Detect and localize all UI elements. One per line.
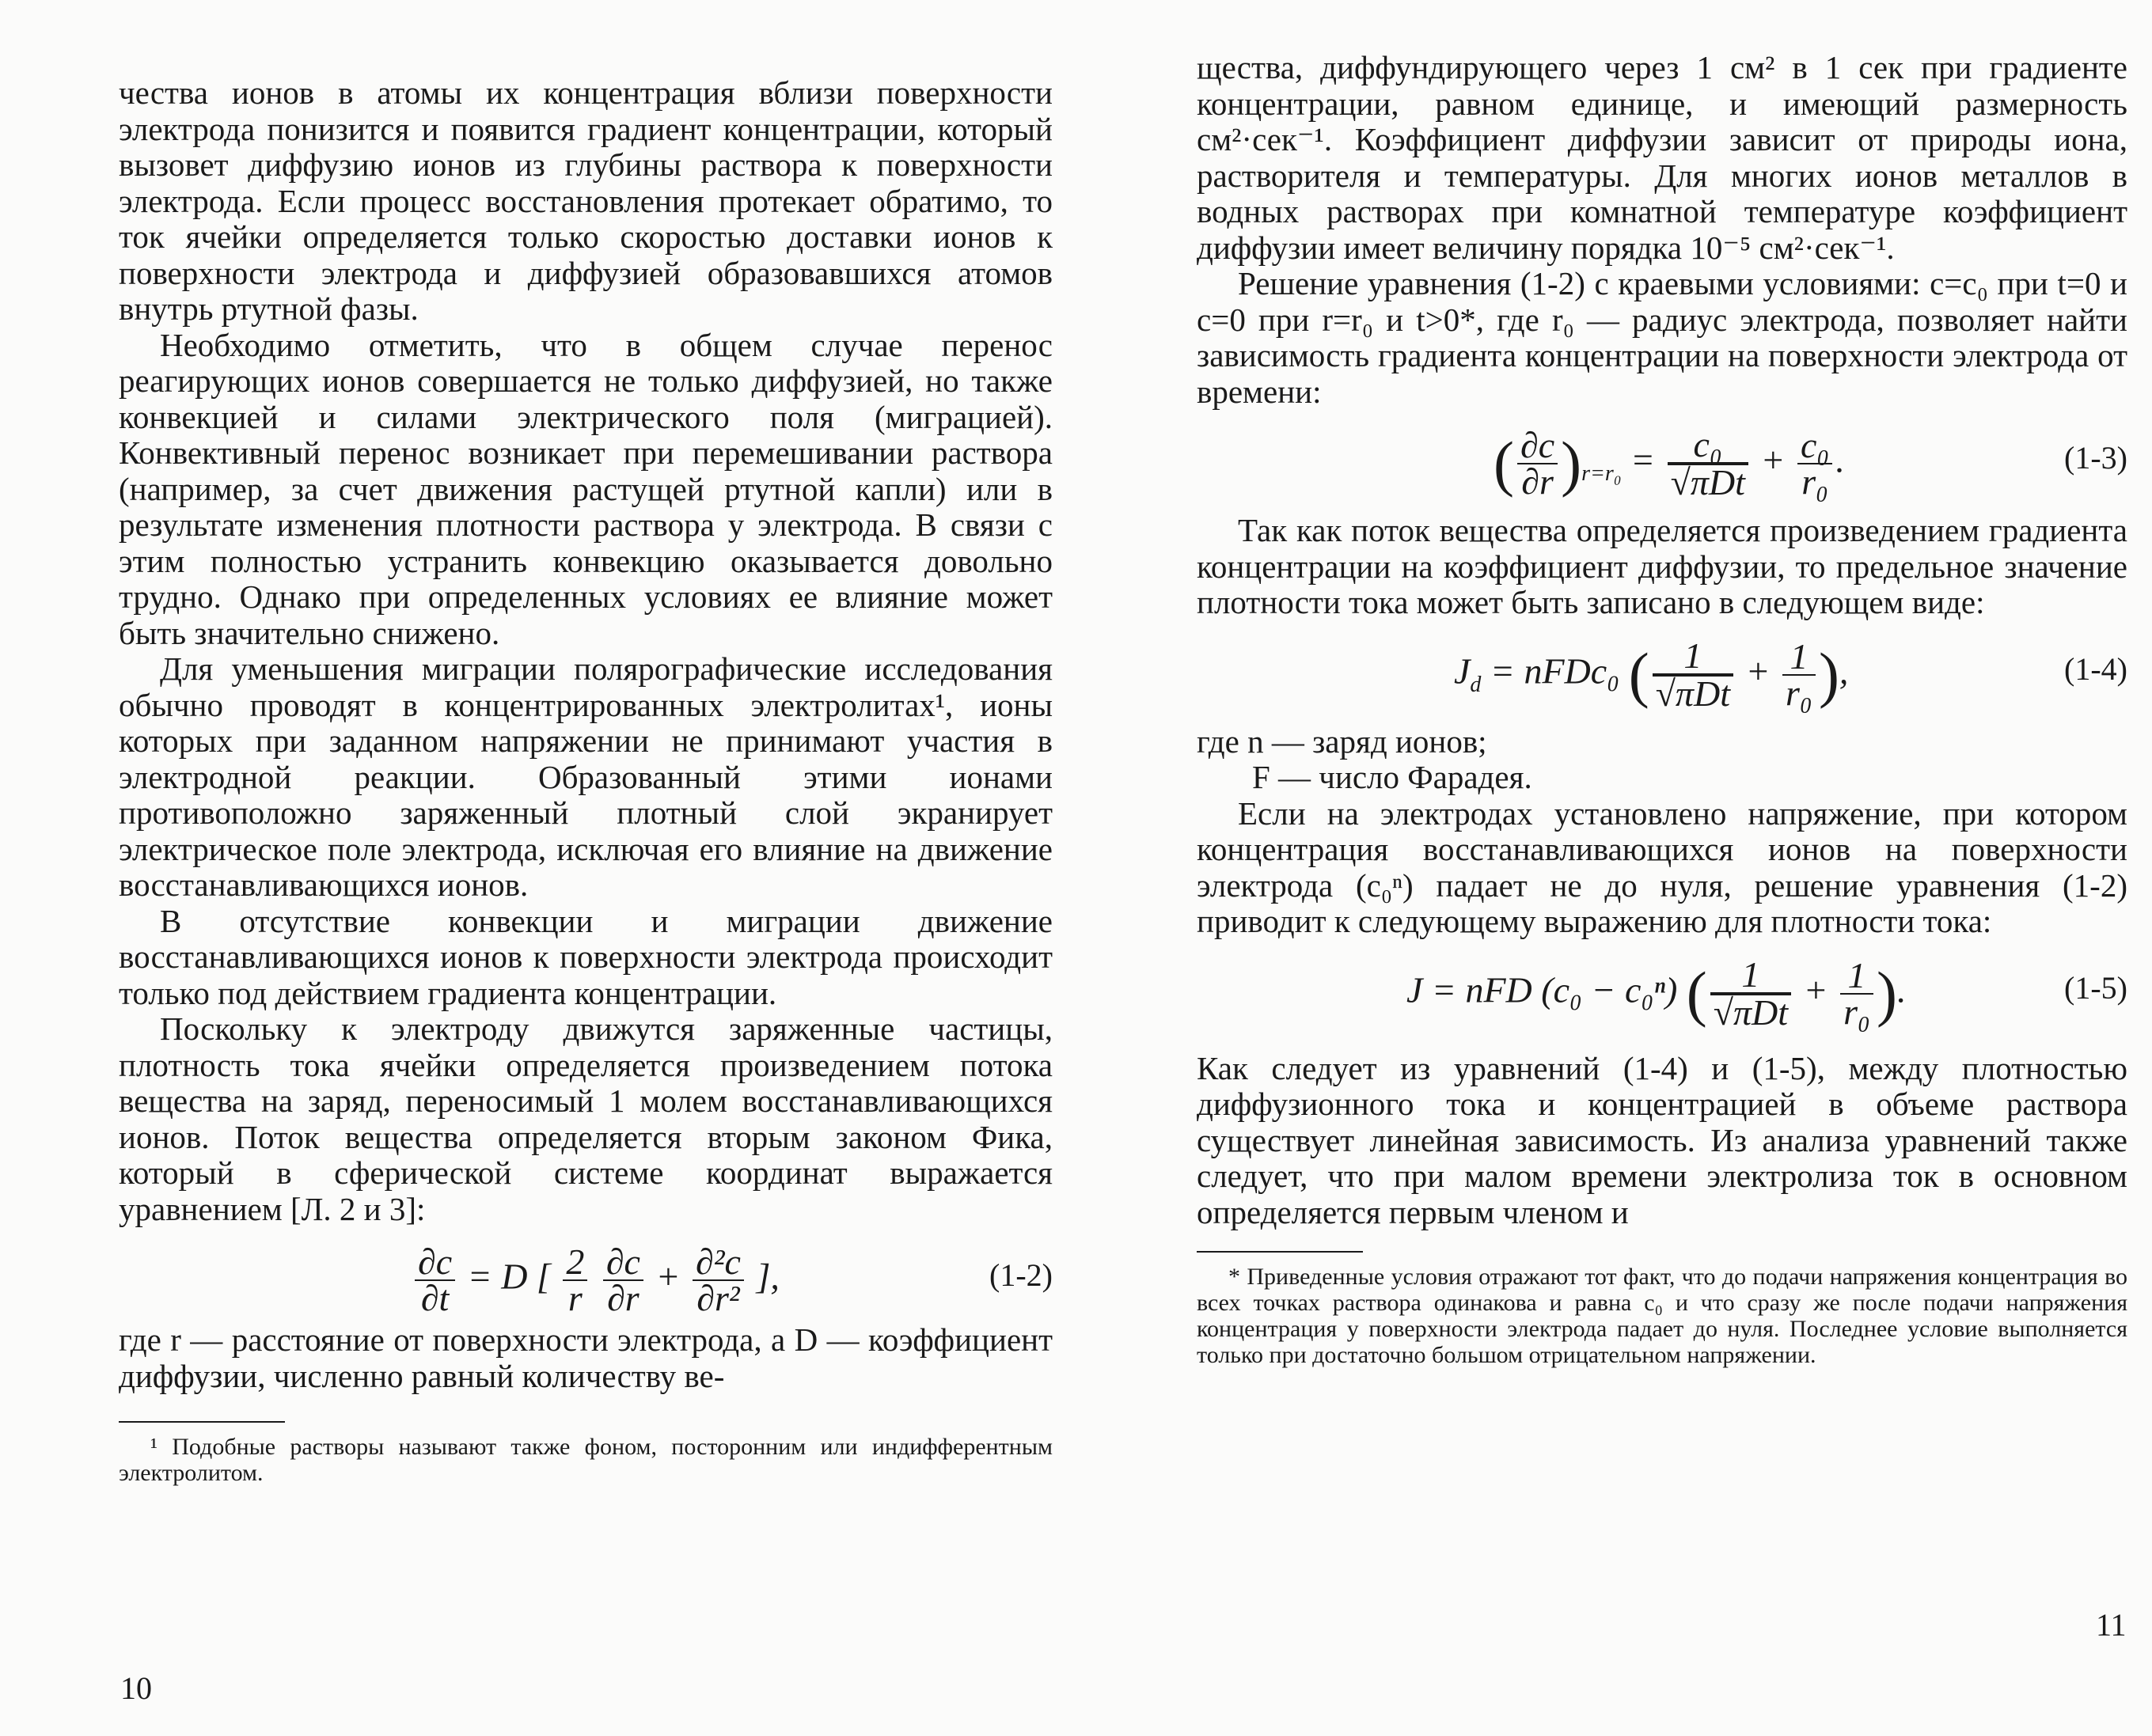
eq-1-2-f2-den: ∂r (607, 1278, 640, 1318)
eq-1-5-f2-num: 1 (1840, 958, 1873, 995)
equation-1-3-number: (1-3) (2064, 440, 2127, 476)
eq-1-2-mid: = D [ (467, 1256, 551, 1297)
eq-1-3-f1-num: c₀ (1668, 427, 1748, 464)
left-page-number: 10 (120, 1670, 152, 1706)
left-footnote: ¹ Подобные растворы называют также фоном, посторонним или индифферентным электролитом. (119, 1434, 1053, 1486)
eq-1-2-lhs-num: ∂c (415, 1245, 455, 1281)
right-paragraph-1: щества, диффундирующего через 1 см² в 1 сек при градиенте концентрации, равном единице, и имеющий размерность см²·сек⁻¹. Коэффициент диффузии зависит от природы иона, растворителя и температуры. Для многих ионов металлов в водных растворах при комнатной температуре коэффициент диффузии имеет величину порядка 10⁻⁵ см²·сек⁻¹. (1197, 49, 2127, 266)
eq-1-3-f1-den: √πDt (1668, 464, 1748, 500)
left-page-column (119, 75, 1053, 1486)
left-footnote-rule (119, 1421, 285, 1423)
eq-1-4-mid: = nFDc₀ (1490, 650, 1620, 692)
eq-1-5-end: . (1896, 969, 1907, 1010)
equation-1-2-number: (1-2) (989, 1257, 1053, 1293)
right-paragraph-3: Так как поток вещества определяется произведением градиента концентрации на коэффициент диффузии, то предельное значение плотности тока может быть записано в следующем виде: (1197, 512, 2127, 620)
eq-1-3-end: . (1835, 439, 1845, 480)
equation-1-4-number: (1-4) (2064, 650, 2127, 687)
right-page-column (1197, 50, 2127, 1368)
eq-1-3-f2-den: r₀ (1801, 461, 1829, 502)
eq-1-3-eq: = (1630, 439, 1656, 480)
right-paragraph-2: Решение уравнения (1-2) с краевыми условиями: c=c₀ при t=0 и c=0 при r=r₀ и t>0*, где r₀ — радиус электрода, позволяет найти зависимость градиента концентрации на поверхности электрода от времени: (1197, 265, 2127, 410)
equation-1-3 (1197, 410, 2127, 513)
equation-1-2 (119, 1227, 1053, 1322)
right-footnote: * Приведенные условия отражают тот факт, что до подачи напряжения концентрация во всех точках раствора одинакова и равна c₀ и что сразу же после подачи напряжения концентрация у поверхности электрода падает до нуля. Последнее условие выполняется только при достаточно большом отрицательном напряжении. (1197, 1264, 2127, 1368)
equation-1-3-body: ( $\frac{\partial c}{\partial r}$ )$_{r=r_0}$ = $\frac{\text{c₀}}{\text{√πDt}}$ + $\frac{\text{c₀}}{\text{r₀}}$ . (1493, 424, 1845, 502)
eq-1-4-f2-den: r₀ (1786, 672, 1812, 713)
eq-1-5-f1-den: √πDt (1710, 994, 1791, 1030)
eq-1-4-lhs: J (1454, 650, 1471, 692)
eq-1-4-f1-den: √πDt (1653, 675, 1733, 711)
eq-1-2-end: ], (756, 1256, 780, 1297)
eq-1-2-f3-num: ∂²c (693, 1245, 744, 1281)
eq-1-2-f1-num: 2 (563, 1245, 587, 1281)
left-paragraph-3: Для уменьшения миграции полярографические исследования обычно проводят в концентрированных электролитах¹, ионы которых при заданном напряжении не принимают участия в электродной реакции. Образованный этими ионами противоположно заряженный плотный слой экранирует электрическое поле электрода, исключая его влияние на движение восстанавливающихся ионов. (119, 650, 1053, 903)
left-paragraph-1: чества ионов в атомы их концентрация вблизи поверхности электрода понизится и появится градиент концентрации, который вызовет диффузию ионов из глубины раствора к поверхности электрода. Если процесс восстановления протекает обратимо, то ток ячейки определяется только скоростью доставки ионов к поверхности электрода и диффузией образовавшихся атомов внутрь ртутной фазы. (119, 74, 1053, 327)
left-paragraph-6: где r — расстояние от поверхности электрода, а D — коэффициент диффузии, численно равный количеству ве- (119, 1321, 1053, 1394)
right-paragraph-5: Как следует из уравнений (1-4) и (1-5), между плотностью диффузионного тока и концентрацией в объеме раствора существует линейная зависимость. Из анализа уравнений также следует, что при малом времени электролиза ток в основном определяется первым членом и (1197, 1049, 2127, 1230)
eq-1-4-f1-num: 1 (1653, 639, 1733, 675)
equation-1-2-body (412, 1241, 780, 1318)
eq-1-5-f2-den: r₀ (1843, 991, 1870, 1032)
equation-1-4 (1197, 621, 2127, 724)
eq-1-2-plus: + (655, 1256, 681, 1297)
left-paragraph-4: В отсутствие конвекции и миграции движение восстанавливающихся ионов к поверхности электрода происходит только под действием градиента концентрации. (119, 902, 1053, 1011)
eq-1-4-plus: + (1745, 650, 1771, 692)
equation-1-4-body: $J_d$ = nFDc₀ ( $\frac{1}{\text{√πDt}}$ + $\frac{1}{\text{r₀}}$ ), (1454, 635, 1849, 714)
eq-1-4-lhs-sub: d (1470, 672, 1482, 697)
eq-1-4-end: , (1839, 650, 1849, 692)
equation-1-5 (1197, 940, 2127, 1051)
eq-1-5-f1-num: 1 (1710, 957, 1791, 994)
eq-1-3-lhs-sub: r=r₀ (1581, 461, 1622, 486)
right-paragraph-4: Если на электродах установлено напряжение, при котором концентрация восстанавливающихся ионов на поверхности электрода (c₀ⁿ) падает не до нуля, решение уравнения (1-2) приводит к следующему выражению для плотности тока: (1197, 794, 2127, 939)
eq-1-2-f2-num: ∂c (603, 1245, 643, 1281)
left-paragraph-5: Поскольку к электроду движутся заряженные частицы, плотность тока ячейки определяется произведением потока вещества на заряд, переносимый 1 молем восстанавливающихся ионов. Поток вещества определяется вторым законом Фика, который в сферической системе координат выражается уравнением [Л. 2 и 3]: (119, 1010, 1053, 1227)
eq-1-5-plus: + (1803, 969, 1828, 1010)
eq-1-3-lhs-den: ∂r (1521, 461, 1554, 502)
where-n: где n — заряд ионов; (1197, 722, 1487, 760)
eq-1-3-plus: + (1760, 439, 1786, 480)
left-paragraph-2: Необходимо отметить, что в общем случае перенос реагирующих ионов совершается не только диффузией, но также конвекцией и силами электрического поля (миграцией). Конвективный перенос возникает при перемешивании раствора (например, за счет движения растущей ртутной капли) или в результате изменения плотности раствора у электрода. В связи с этим полностью устранить конвекцию оказывается довольно трудно. Однако при определенных условиях ее влияние может быть значительно снижено. (119, 326, 1053, 651)
equation-1-5-number: (1-5) (2064, 969, 2127, 1006)
eq-1-2-lhs-den: ∂t (420, 1278, 450, 1318)
eq-1-4-f2-num: 1 (1782, 639, 1816, 676)
eq-1-2-f3-den: ∂r² (696, 1278, 740, 1318)
where-f: F — число Фарадея. (1252, 759, 1532, 795)
eq-1-3-lhs-num: ∂c (1517, 428, 1558, 464)
right-page-number: 11 (2096, 1607, 2127, 1643)
right-footnote-rule (1197, 1251, 1363, 1253)
eq-1-5-lhs: J = nFD (c₀ − c₀ⁿ) (1406, 969, 1678, 1010)
eq-1-2-f1-den: r (567, 1278, 583, 1318)
eq-1-3-f2-num: c₀ (1797, 428, 1832, 464)
equation-1-5-body: J = nFD (c₀ − c₀ⁿ) ( $\frac{1}{\text{√πDt}}$ + $\frac{1}{\text{r₀}}$ ). (1406, 953, 1907, 1033)
